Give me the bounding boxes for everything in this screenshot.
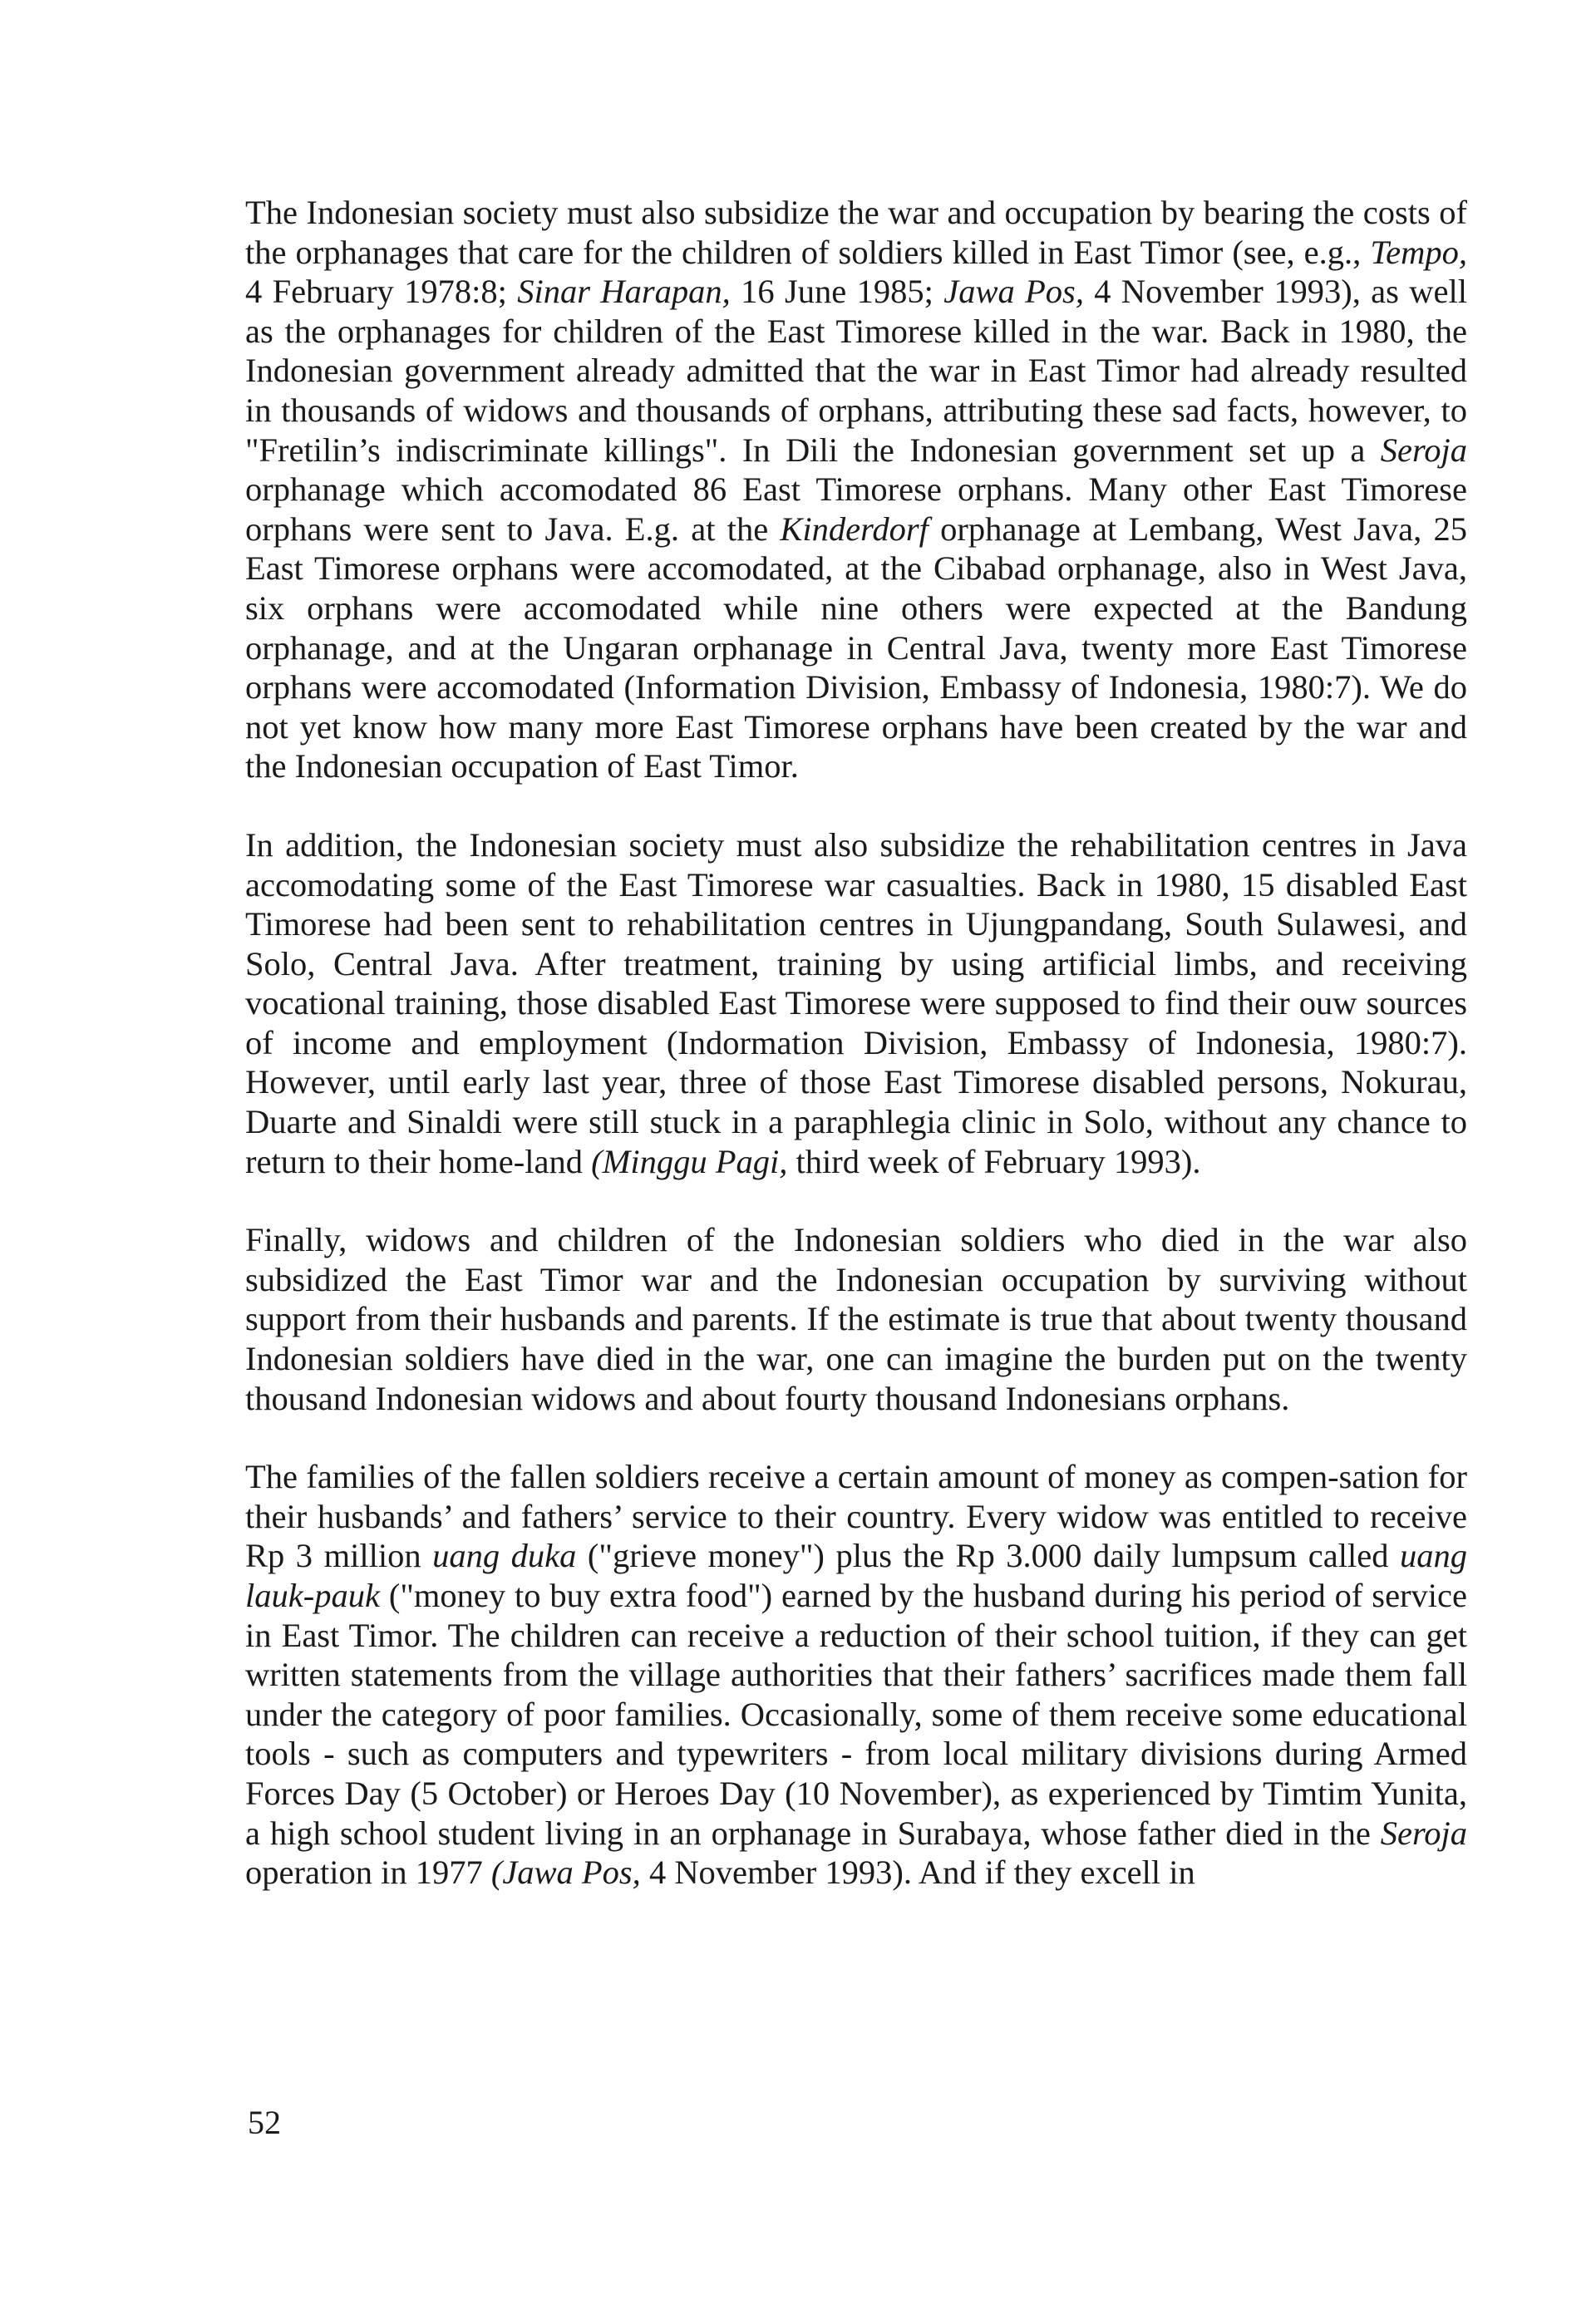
paragraph-rehabilitation-centres bbox=[245, 825, 1467, 1181]
text-run: orphanage at Lembang, West Java, 25 East Timorese orphans were accomodated, at the Cibabad orphanage, also in West Java, six orphans were accomodated while nine others were expected at the Bandung orphanage, and at the Ungaran orphanage in Central Java, twenty more East Timorese orphans were accomodated (Information Division, Embassy of Indonesia, 1980:7). We do not yet know how many more East Timorese orphans have been created by the war and the Indonesian occupation of East Timor. bbox=[245, 510, 1467, 785]
text-run: orphanage which accomodated 86 East Timorese orphans. Many other East Timorese orphans were sent to Java. E.g. at the bbox=[245, 470, 1467, 548]
paragraph-compensation bbox=[245, 1457, 1467, 1893]
paragraph-widows-and-children bbox=[245, 1220, 1467, 1418]
text-run: 4 November 1993), as well as the orphanages for children of the East Timorese killed in the war. Back in 1980, the Indonesian government already admitted that the war in East Timor had already resulted in thousands of widows and thousands of orphans, attributing these sad facts, however, to "Fretilin’s indiscriminate killings". In Dili the Indonesian government set up a bbox=[245, 273, 1467, 469]
text-run: Finally, widows and children of the Indonesian soldiers who died in the war also subsidized the East Timor war and the Indonesian occupation by surviving without support from their husbands and parents. If the estimate is true that about twenty thousand Indonesian soldiers have died in the war, one can imagine the burden put on the twenty thousand Indonesian widows and about fourty thousand Indonesians orphans. bbox=[245, 1221, 1467, 1417]
text-run: third week of February 1993). bbox=[787, 1142, 1201, 1180]
page-number: 52 bbox=[248, 2104, 281, 2141]
italic-text-run: Seroja bbox=[1380, 431, 1467, 469]
italic-text-run: uang duka bbox=[432, 1537, 577, 1575]
italic-text-run: uang lauk-pauk bbox=[245, 1537, 1467, 1614]
text-run: operation in 1977 bbox=[245, 1854, 491, 1892]
text-run: 4 November 1993). And if they excell in bbox=[640, 1854, 1195, 1892]
text-run: 16 June 1985; bbox=[730, 273, 944, 311]
italic-text-run: Sinar Harapan, bbox=[517, 273, 731, 311]
paragraph-orphanages bbox=[245, 193, 1467, 786]
text-run: 4 February 1978:8; bbox=[245, 273, 518, 311]
page-body bbox=[245, 193, 1467, 1932]
italic-text-run: (Minggu Pagi, bbox=[591, 1142, 788, 1180]
italic-text-run: Jawa Pos, bbox=[943, 273, 1084, 311]
text-run: ("grieve money") plus the Rp 3.000 daily lumpsum called bbox=[576, 1537, 1400, 1575]
text-run: ("money to buy extra food") earned by the husband during his period of service in East Timor. The children can receive a reduction of their school tuition, if they can get written statements from the village authorities that their fathers’ sacrifices made them fall under the category of poor families. Occasionally, some of them receive some educational tools - such as computers and typewriters - from local military divisions during Armed Forces Day (5 October) or Heroes Day (10 November), as experienced by Timtim Yunita, a high school student living in an orphanage in Surabaya, whose father died in the bbox=[245, 1577, 1467, 1852]
italic-text-run: (Jawa Pos, bbox=[490, 1854, 641, 1892]
italic-text-run: Seroja bbox=[1380, 1814, 1467, 1852]
text-run: The Indonesian society must also subsidize the war and occupation by bearing the costs of the orphanages that care for the children of soldiers killed in East Timor (see, e.g., bbox=[245, 194, 1467, 271]
italic-text-run: Tempo, bbox=[1370, 233, 1467, 271]
text-run: In addition, the Indonesian society must also subsidize the rehabilitation centres in Java accomodating some of the East Timorese war casualties. Back in 1980, 15 disabled East Timorese had been sent to rehabilitation centres in Ujungpandang, South Sulawesi, and Solo, Central Java. After treatment, training by using artificial limbs, and receiving vocational training, those disabled East Timorese were supposed to find their ouw sources of income and employment (Indormation Division, Embassy of Indonesia, 1980:7). However, until early last year, three of those East Timorese disabled persons, Nokurau, Duarte and Sinaldi were still stuck in a paraphlegia clinic in Solo, without any chance to return to their home-land bbox=[245, 825, 1467, 1180]
text-run: The families of the fallen soldiers receive a certain amount of money as compen-sation for their husbands’ and fathers’ service to their country. Every widow was entitled to receive Rp 3 million bbox=[245, 1458, 1467, 1575]
italic-text-run: Kinderdorf bbox=[780, 510, 929, 548]
